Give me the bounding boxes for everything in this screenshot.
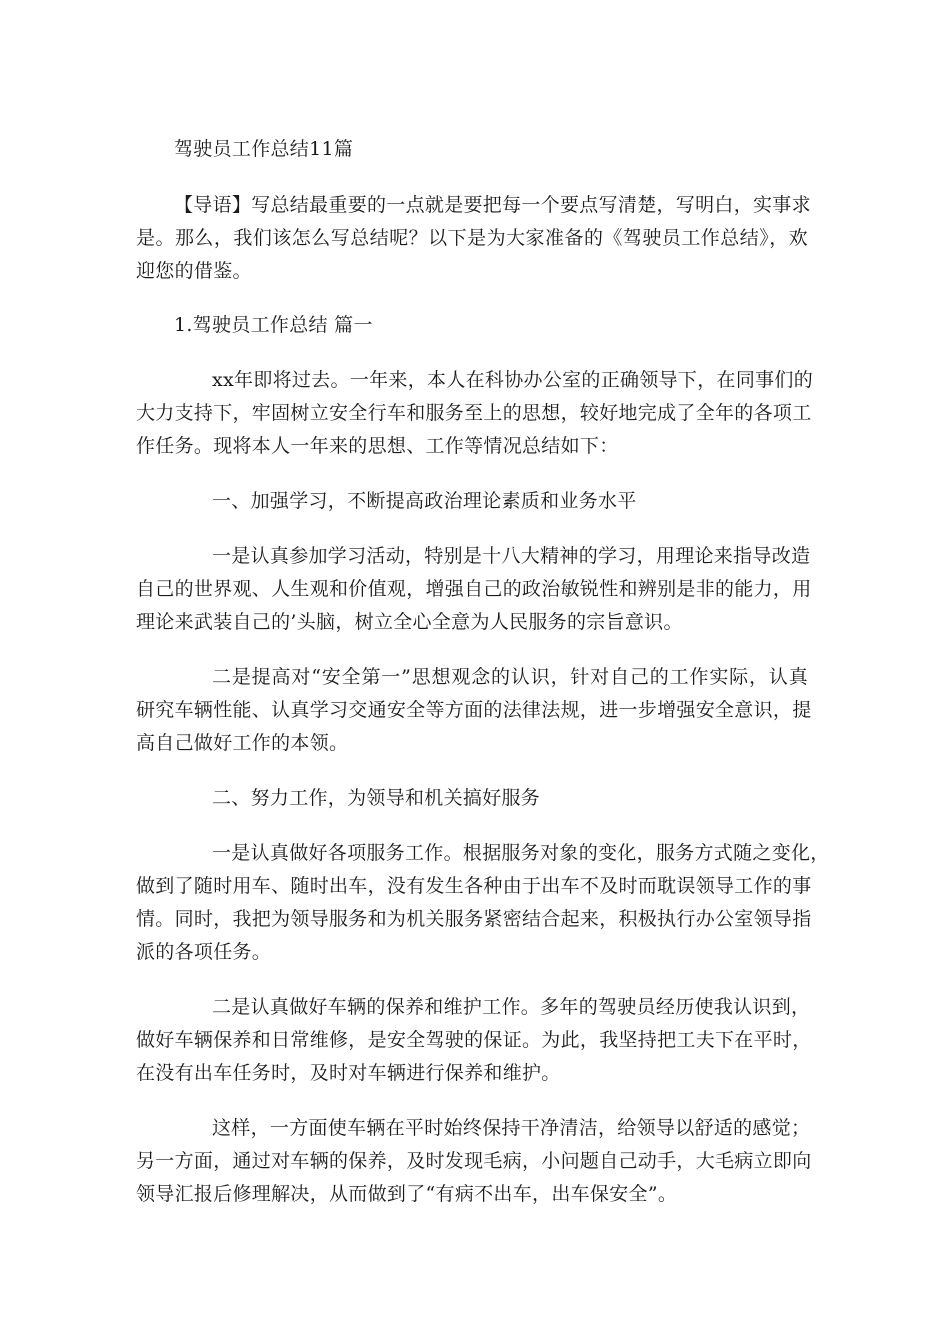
paragraph-3-line-3: 高自己做好工作的本领。 (136, 732, 349, 754)
paragraph-1-line-2: 大力支持下，牢固树立安全行车和服务至上的思想，较好地完成了全年的各项工 (136, 402, 812, 424)
paragraph-5-line-1: 二是认真做好车辆的保养和维护工作。多年的驾驶员经历使我认识到， (212, 996, 811, 1018)
intro-line-2: 是。那么，我们该怎么写总结呢？以下是为大家准备的《驾驶员工作总结》，欢 (136, 227, 808, 249)
paragraph-6-line-1: 这样，一方面使车辆在平时始终保持干净清洁，给领导以舒适的感觉； (212, 1117, 811, 1139)
section-heading: 1.驾驶员工作总结 篇一 (174, 314, 373, 336)
paragraph-2-line-3: 理论来武装自己的’头脑，树立全心全意为人民服务的宗旨意识。 (136, 611, 683, 633)
paragraph-4-line-1: 一是认真做好各项服务工作。根据服务对象的变化，服务方式随之变化， (212, 842, 830, 864)
paragraph-5-line-3: 在没有出车任务时，及时对车辆进行保养和维护。 (136, 1062, 561, 1084)
paragraph-6-line-3: 领导汇报后修理解决，从而做到了“有病不出车，出车保安全”。 (136, 1183, 678, 1205)
paragraph-4-line-4: 派的各项任务。 (136, 941, 272, 963)
paragraph-2-line-1: 一是认真参加学习活动，特别是十八大精神的学习，用理论来指导改造 (212, 545, 811, 567)
subheading-1: 一、加强学习，不断提高政治理论素质和业务水平 (212, 490, 637, 512)
paragraph-1-line-3: 作任务。现将本人一年来的思想、工作等情况总结如下： (136, 435, 619, 457)
paragraph-3-line-2: 研究车辆性能、认真学习交通安全等方面的法律法规，进一步增强安全意识，提 (136, 699, 812, 721)
paragraph-1-line-1: xx年即将过去。一年来，本人在科协办公室的正确领导下，在同事们的 (212, 369, 814, 391)
paragraph-5-line-2: 做好车辆保养和日常维修，是安全驾驶的保证。为此，我坚持把工夫下在平时， (136, 1029, 812, 1051)
paragraph-3-line-1: 二是提高对“安全第一”思想观念的认识，针对自己的工作实际，认真 (212, 666, 808, 688)
subheading-2: 二、努力工作，为领导和机关搞好服务 (212, 787, 541, 809)
paragraph-6-line-2: 另一方面，通过对车辆的保养，及时发现毛病，小问题自己动手，大毛病立即向 (136, 1150, 812, 1172)
paragraph-4-line-2: 做到了随时用车、随时出车，没有发生各种由于出车不及时而耽误领导工作的事 (136, 875, 812, 897)
intro-line-3: 迎您的借鉴。 (136, 260, 252, 282)
document-title: 驾驶员工作总结11篇 (174, 138, 354, 160)
paragraph-4-line-3: 情。同时，我把为领导服务和为机关服务紧密结合起来，积极执行办公室领导指 (136, 908, 812, 930)
intro-line-1: 【导语】写总结最重要的一点就是要把每一个要点写清楚，写明白，实事求 (174, 194, 811, 216)
paragraph-2-line-2: 自己的世界观、人生观和价值观，增强自己的政治敏锐性和辨别是非的能力，用 (136, 578, 812, 600)
